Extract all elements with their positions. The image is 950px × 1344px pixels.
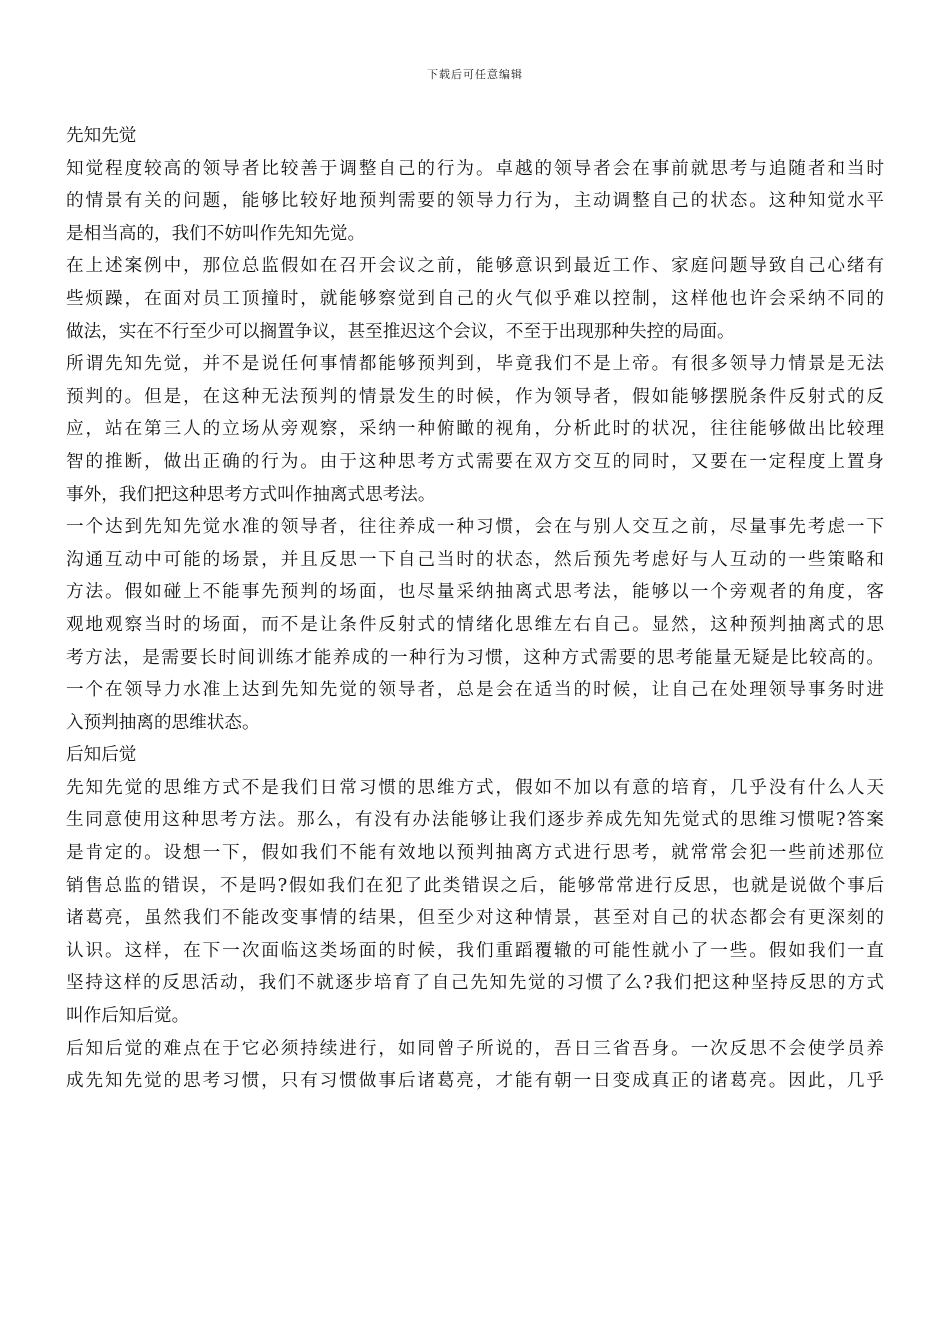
text-line: 应，站在第三人的立场从旁观察，采纳一种俯瞰的视角，分析此时的状况，往往能够做出比较理 xyxy=(66,419,884,440)
text-line: 诸葛亮，虽然我们不能改变事情的结果，但至少对这种情景，甚至对自己的状态都会有更深刻的 xyxy=(66,908,884,929)
text-line: 做法，实在不行至少可以搁置争议，甚至推迟这个会议，不至于出现那种失控的局面。 xyxy=(66,321,735,342)
text-line: 考方法，是需要长时间训练才能养成的一种行为习惯，这种方式需要的思考能量无疑是比较高的。 xyxy=(66,647,884,668)
text-line: 是肯定的。设想一下，假如我们不能有效地以预判抽离方式进行思考，就常常会犯一些前述那位 xyxy=(66,843,884,864)
text-line: 一个达到先知先觉水准的领导者，往往养成一种习惯，会在与别人交互之前，尽量事先考虑一下 xyxy=(66,517,884,538)
text-line: 后知后觉的难点在于它必须持续进行，如同曾子所说的，吾日三省吾身。一次反思不会使学员养 xyxy=(66,1038,884,1059)
text-line: 销售总监的错误，不是吗?假如我们在犯了此类错误之后，能够常常进行反思，也就是说做个事后 xyxy=(66,875,884,896)
text-line: 先知先觉 xyxy=(66,126,137,146)
text-line: 观地观察当时的场面，而不是让条件反射式的情绪化思维左右自己。显然，这种预判抽离式的思 xyxy=(66,614,884,635)
text-line: 认识。这样，在下一次面临这类场面的时候，我们重蹈覆辙的可能性就小了一些。假如我们一直 xyxy=(66,940,884,961)
text-line: 预判的。但是，在这种无法预判的情景发生的时候，作为领导者，假如能够摆脱条件反射式的反 xyxy=(66,386,884,407)
text-line: 所谓先知先觉，并不是说任何事情都能够预判到，毕竟我们不是上帝。有很多领导力情景是无法 xyxy=(66,354,884,375)
text-line: 智的推断，做出正确的行为。由于这种思考方式需要在双方交互的同时，又要在一定程度上置身 xyxy=(66,451,884,472)
text-line: 生同意使用这种思考方法。那么，有没有办法能够让我们逐步养成先知先觉式的思维习惯呢?答案 xyxy=(66,810,884,831)
text-line: 沟通互动中可能的场景，并且反思一下自己当时的状态，然后预先考虑好与人互动的一些策略和 xyxy=(66,549,884,570)
text-line: 成先知先觉的思考习惯，只有习惯做事后诸葛亮，才能有朝一日变成真正的诸葛亮。因此，几乎 xyxy=(66,1071,884,1092)
text-line: 的情景有关的问题，能够比较好地预判需要的领导力行为，主动调整自己的状态。这种知觉水平 xyxy=(66,191,884,212)
text-line: 事外，我们把这种思考方式叫作抽离式思考法。 xyxy=(66,484,436,505)
page-header: 下载后可任意编辑 xyxy=(427,68,523,81)
text-line: 坚持这样的反思活动，我们不就逐步培育了自己先知先觉的习惯了么?我们把这种坚持反思的方式 xyxy=(66,973,884,994)
text-line: 后知后觉 xyxy=(66,745,137,766)
text-line: 入预判抽离的思维状态。 xyxy=(66,712,260,733)
text-line: 一个在领导力水准上达到先知先觉的领导者，总是会在适当的时候，让自己在处理领导事务时进 xyxy=(66,680,884,701)
text-line: 方法。假如碰上不能事先预判的场面，也尽量采纳抽离式思考法，能够以一个旁观者的角度，客 xyxy=(66,582,884,603)
text-line: 知觉程度较高的领导者比较善于调整自己的行为。卓越的领导者会在事前就思考与追随者和当时 xyxy=(66,158,884,179)
text-line: 叫作后知后觉。 xyxy=(66,1006,190,1027)
text-line: 先知先觉的思维方式不是我们日常习惯的思维方式，假如不加以有意的培育，几乎没有什么人天 xyxy=(66,777,884,798)
text-line: 是相当高的，我们不妨叫作先知先觉。 xyxy=(66,223,366,244)
text-line: 些烦躁，在面对员工顶撞时，就能够察觉到自己的火气似乎难以控制，这样他也许会采纳不同的 xyxy=(66,288,884,309)
text-line: 在上述案例中，那位总监假如在召开会议之前，能够意识到最近工作、家庭问题导致自己心绪有 xyxy=(66,256,884,277)
document-body xyxy=(66,120,884,1098)
